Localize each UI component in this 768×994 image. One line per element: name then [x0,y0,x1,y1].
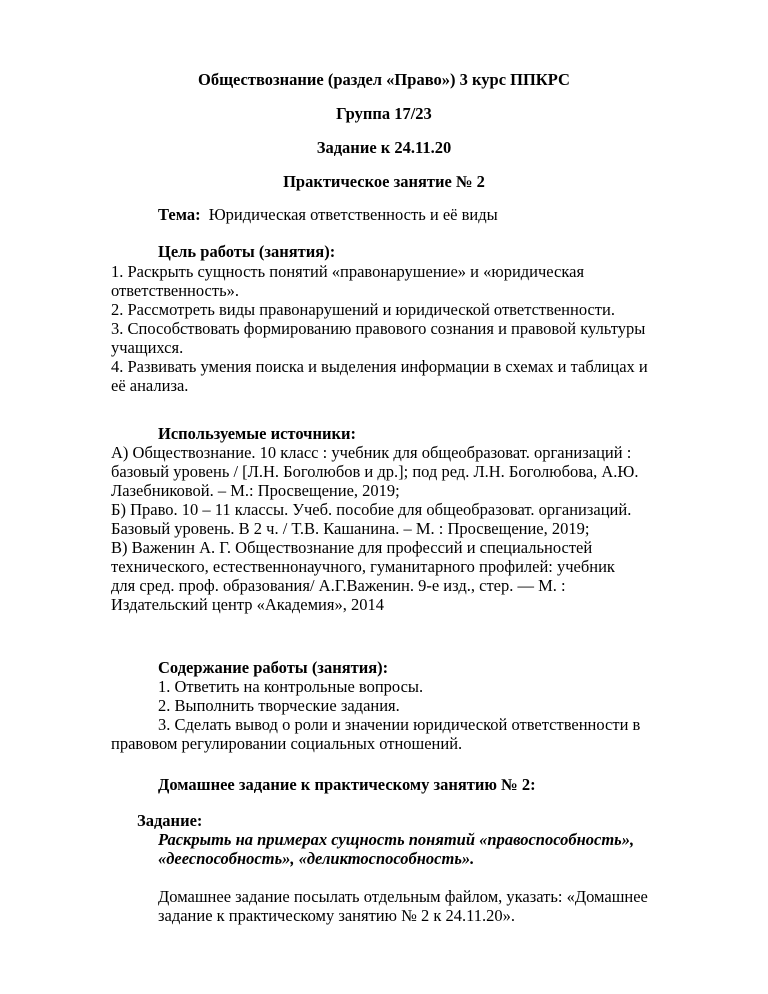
goals-line: 3. Способствовать формированию правового сознания и правовой культуры [111,319,646,338]
source-line: Базовый уровень. В 2 ч. / Т.В. Кашанина. – М. : Просвещение, 2019; [111,519,590,538]
content-line: 3. Сделать вывод о роли и значении юридической ответственности в [158,715,641,734]
topic-label: Тема: [158,205,201,224]
homework-note-line: Домашнее задание посылать отдельным файлом, указать: «Домашнее [158,887,648,906]
source-line: Лазебниковой. – М.: Просвещение, 2019; [111,481,400,500]
goals-line: её анализа. [111,376,189,395]
goals-line: 4. Развивать умения поиска и выделения информации в схемах и таблицах и [111,357,648,376]
source-line: базовый уровень / [Л.Н. Боголюбов и др.]; под ред. Л.Н. Боголюбова, А.Ю. [111,462,639,481]
source-line: Б) Право. 10 – 11 классы. Учеб. пособие для общеобразоват. организаций. [111,500,632,519]
source-line: для сред. проф. образования/ А.Г.Важенин. 9-е изд., стер. — М. : [111,576,566,595]
homework-heading: Домашнее задание к практическому занятию № 2: [158,775,536,794]
document-title: Обществознание (раздел «Право») 3 курс ППКРС [198,70,570,89]
content-heading: Содержание работы (занятия): [158,658,389,677]
content-line: 2. Выполнить творческие задания. [158,696,400,715]
group-label: Группа 17/23 [336,104,432,123]
task-date: Задание к 24.11.20 [316,138,452,157]
source-line: Издательский центр «Академия», 2014 [111,595,384,614]
source-line: технического, естественнонаучного, гуманитарного профилей: учебник [111,557,615,576]
homework-note-line: задание к практическому занятию № 2 к 24.11.20». [158,906,515,925]
goals-heading: Цель работы (занятия): [158,242,336,261]
goals-line: ответственность». [111,281,239,300]
source-line: А) Обществознание. 10 класс : учебник для общеобразоват. организаций : [111,443,632,462]
task-label: Задание: [137,811,203,830]
task-line: «дееспособность», «деликтоспособность». [158,849,475,868]
lesson-title: Практическое занятие № 2 [283,172,485,191]
sources-heading: Используемые источники: [158,424,356,443]
content-line: 1. Ответить на контрольные вопросы. [158,677,424,696]
goals-line: учащихся. [111,338,184,357]
source-line: В) Важенин А. Г. Обществознание для профессий и специальностей [111,538,593,557]
goals-line: 1. Раскрыть сущность понятий «правонарушение» и «юридическая [111,262,585,281]
content-line: правовом регулировании социальных отношений. [111,734,463,753]
goals-line: 2. Рассмотреть виды правонарушений и юридической ответственности. [111,300,615,319]
topic-text: Юридическая ответственность и её виды [208,205,498,224]
topic-line [158,205,498,224]
task-line: Раскрыть на примерах сущность понятий «правоспособность», [158,830,635,849]
